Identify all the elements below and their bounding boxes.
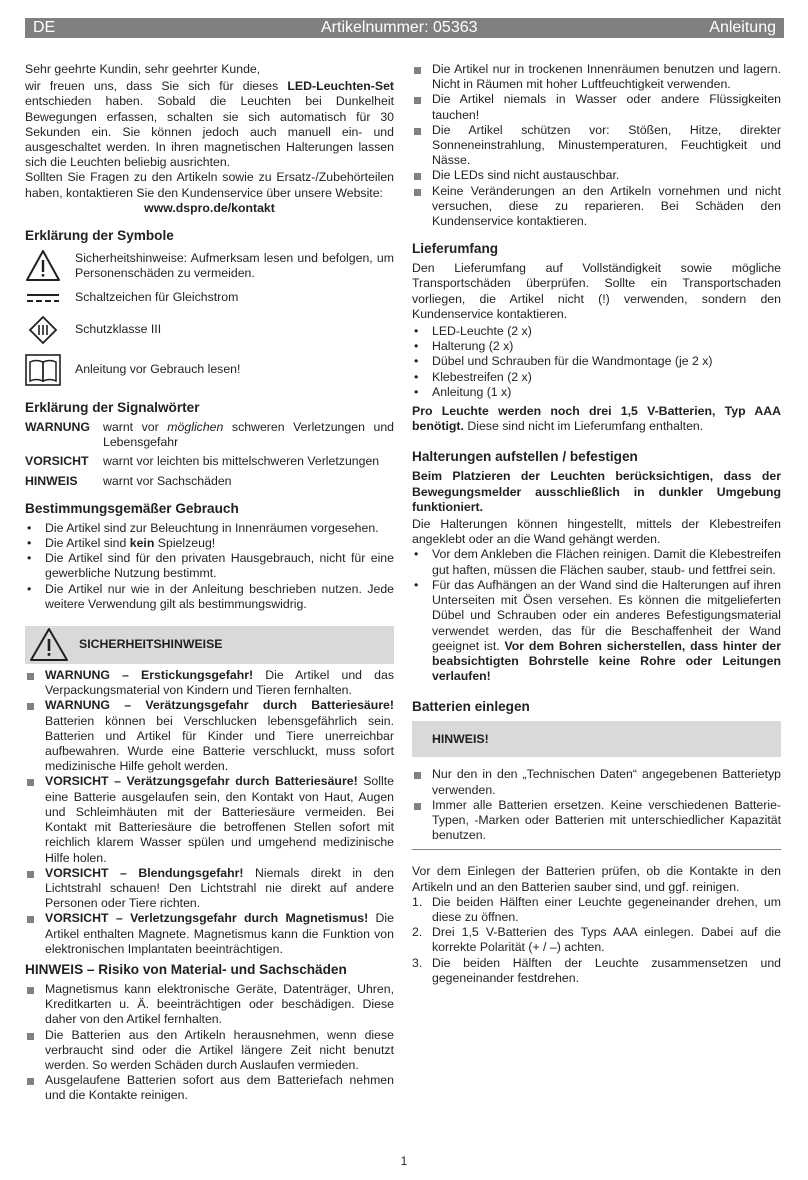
- list-item: Die Batterien aus den Artikeln herausnehmen, wenn diese verbraucht sind oder die Artikel längere Zeit nicht benutzt werden. So werden Schäden durch Auslaufen vermieden.: [25, 1028, 394, 1074]
- list-item: VORSICHT – Verletzungsgefahr durch Magnetismus! Die Artikel enthalten Magnete. Magnetismus kann die Funktion von elektronischen Implantaten beeinträchtigen.: [25, 911, 394, 957]
- safety-banner: [25, 626, 394, 664]
- symbol-text: Schaltzeichen für Gleichstrom: [75, 290, 239, 305]
- mount-paragraph: Die Halterungen können hingestellt, mittels der Klebestreifen angeklebt oder an die Wand gehängt werden.: [412, 517, 781, 547]
- contact-paragraph: Sollten Sie Fragen zu den Artikeln sowie zu Ersatz-/Zubehörteilen haben, kontaktieren Sie den Kundenservice über unsere Website:: [25, 170, 394, 200]
- symbol-text: Schutzklasse III: [75, 322, 162, 337]
- signal-description: warnt vor Sachschäden: [103, 473, 232, 488]
- usage-heading: Bestimmungsgemäßer Gebrauch: [25, 500, 239, 516]
- symbol-row: [25, 248, 394, 284]
- hinweis-banner: HINWEIS!: [412, 721, 781, 757]
- list-item: • Die Artikel nur wie in der Anleitung beschrieben nutzen. Jede weitere Verwendung gilt als bestimmungswidrig.: [25, 582, 394, 612]
- list-item: Die Artikel niemals in Wasser oder andere Flüssigkeiten tauchen!: [412, 92, 781, 122]
- protection-class-3-icon: [25, 312, 61, 348]
- list-item: WARNUNG – Erstickungsgefahr! Die Artikel und das Verpackungsmaterial von Kindern und Tieren fernhalten.: [25, 668, 394, 698]
- delivery-paragraph: Den Lieferumfang auf Vollständigkeit sowie mögliche Transportschäden überprüfen. Sollte ein Transportschaden vorliegen, die Artikel nicht (!) verwenden, sondern den Kundenservice kontaktieren.: [412, 261, 781, 321]
- manual-book-icon: [25, 352, 61, 388]
- safety-list: [25, 668, 394, 957]
- battery-note: Pro Leuchte werden noch drei 1,5 V-Batterien, Typ AAA benötigt. Diese sind nicht im Lieferumfang enthalten.: [412, 404, 781, 434]
- signal-word: WARNUNG: [25, 420, 90, 435]
- list-item: Ausgelaufene Batterien sofort aus dem Batteriefach nehmen und die Kontakte reinigen.: [25, 1073, 394, 1103]
- warning-triangle-icon: [25, 248, 61, 284]
- symbol-row: [25, 352, 394, 388]
- signal-row: [25, 454, 394, 469]
- usage-list: [25, 521, 394, 612]
- symbol-text: Anleitung vor Gebrauch lesen!: [75, 362, 241, 377]
- list-item: 3. Die beiden Hälften der Leuchte zusammensetzen und gegeneinander festdrehen.: [412, 955, 781, 985]
- signal-word: HINWEIS: [25, 473, 78, 488]
- list-item: 1. Die beiden Hälften einer Leuchte gegeneinander drehen, um diese zu öffnen.: [412, 894, 781, 924]
- battery-hinweis-block: [412, 721, 781, 850]
- list-item: • Die Artikel sind für den privaten Hausgebrauch, nicht für eine gewerbliche Nutzung bestimmt.: [25, 551, 394, 581]
- signal-words-heading: Erklärung der Signalwörter: [25, 400, 200, 416]
- delivery-list: [412, 324, 781, 400]
- list-item: 2. Drei 1,5 V-Batterien des Typs AAA einlegen. Dabei auf die korrekte Polarität (+ / –) achten.: [412, 925, 781, 955]
- material-heading: HINWEIS – Risiko von Material- und Sachschäden: [25, 961, 347, 977]
- list-item: • Anleitung (1 x): [412, 385, 781, 400]
- page-number: 1: [400, 1154, 408, 1168]
- mount-bold-note: Beim Platzieren der Leuchten berücksichtigen, dass der Bewegungsmelder ausschließlich in dunkler Umgebung funktioniert.: [412, 469, 781, 514]
- list-item: • Dübel und Schrauben für die Wandmontage (je 2 x): [412, 354, 781, 369]
- list-item: Magnetismus kann elektronische Geräte, Datenträger, Uhren, Kreditkarten u. Ä. beeinträchtigen oder beschädigen. Diese daher von den Artikel fernhalten.: [25, 982, 394, 1028]
- signal-row: [25, 474, 394, 489]
- list-item: • Die Artikel sind kein Spielzeug!: [25, 536, 394, 551]
- article-number: Artikelnummer: 05363: [321, 19, 478, 36]
- direct-current-icon: [25, 288, 61, 308]
- symbols-heading: Erklärung der Symbole: [25, 228, 174, 244]
- list-item: Die Artikel schützen vor: Stößen, Hitze, direkter Sonneneinstrahlung, Minustemperaturen, Feuchtigkeit und Nässe.: [412, 123, 781, 169]
- battery-paragraph: Vor dem Einlegen der Batterien prüfen, ob die Kontakte in den Artikeln und an den Batterien sauber sind, und ggf. reinigen.: [412, 864, 781, 894]
- safety-title: SICHERHEITSHINWEISE: [79, 637, 223, 652]
- signal-description: warnt vor leichten bis mittelschweren Verletzungen: [103, 454, 380, 469]
- list-item: VORSICHT – Blendungsgefahr! Niemals direkt in den Lichtstrahl schauen! Den Lichtstrahl nie direkt auf andere Personen oder Tiere richten.: [25, 866, 394, 912]
- right-column: [412, 62, 781, 986]
- list-item: • Klebestreifen (2 x): [412, 370, 781, 385]
- language-code: DE: [33, 19, 56, 36]
- symbol-row: [25, 312, 394, 348]
- greeting: Sehr geehrte Kundin, sehr geehrter Kunde,: [25, 62, 261, 76]
- material-list: [25, 982, 394, 1104]
- list-item: • LED-Leuchte (2 x): [412, 324, 781, 339]
- list-item: Die LEDs sind nicht austauschbar.: [412, 168, 781, 183]
- list-item: WARNUNG – Verätzungsgefahr durch Batteriesäure! Batterien können bei Verschlucken lebensgefährlich sein. Batterien und Artikel für Kinder und Tiere unerreichbar aufbewahren. Wurde eine Batterie verschluckt, muss sofort medizinische Hilfe geholt werden.: [25, 698, 394, 774]
- symbol-row: [25, 288, 394, 308]
- mount-heading: Halterungen aufstellen / befestigen: [412, 449, 638, 465]
- battery-heading: Batterien einlegen: [412, 699, 530, 715]
- page-header: [25, 18, 784, 38]
- symbol-text: Sicherheitshinweise: Aufmerksam lesen und befolgen, um Personenschäden zu vermeiden.: [75, 250, 394, 281]
- list-item: Die Artikel nur in trockenen Innenräumen benutzen und lagern. Nicht in Räumen mit hoher Luftfeuchtigkeit verwenden.: [412, 62, 781, 92]
- material-list-continued: [412, 62, 781, 229]
- signal-word: VORSICHT: [25, 454, 89, 469]
- delivery-heading: Lieferumfang: [412, 241, 499, 257]
- mount-list: [412, 547, 781, 684]
- signal-row: [25, 420, 394, 450]
- left-column: [25, 62, 394, 1104]
- signal-description: warnt vor möglichen schweren Verletzungen und Lebensgefahr: [103, 420, 394, 450]
- list-item: • Halterung (2 x): [412, 339, 781, 354]
- contact-url[interactable]: www.dspro.de/kontakt: [144, 200, 275, 215]
- warning-triangle-icon: [29, 627, 69, 663]
- intro-paragraph: wir freuen uns, dass Sie sich für dieses LED-Leuchten-Set entschieden haben. Sobald die Leuchten bei Dunkelheit Bewegungen erfassen, schalten sie sich automatisch für 30 Sekunden ein. Sie können jedoch auch manuell ein- und ausgeschaltet werden. In ihren magnetischen Halterungen lassen sich die Leuchten beliebig ausrichten.: [25, 79, 394, 170]
- list-item: VORSICHT – Verätzungsgefahr durch Batteriesäure! Sollte eine Batterie ausgelaufen sein, den Kontakt von Haut, Augen und Schleimhäuten mit der Batteriesäure vermeiden. Bei Kontakt mit Batteriesäure die betroffenen Stellen sofort mit reichlich klarem Wasser spülen und umgehend medizinische Hilfe holen.: [25, 774, 394, 865]
- list-item: Immer alle Batterien ersetzen. Keine verschiedenen Batterie-Typen, -Marken oder Batterien mit unterschiedlicher Kapazität benutzen.: [412, 798, 781, 844]
- list-item: • Für das Aufhängen an der Wand sind die Halterungen auf ihren Unterseiten mit Ösen versehen. Es können die mitgelieferten Dübel und Schrauben oder ein anderes Befestigungsmaterial verwendet werden, das für die Beschaffenheit der Wand geeignet ist. Vor dem Bohren sicherstellen, dass hinter der beabsichtigten Bohrstelle keine Rohre oder Leitungen verlaufen!: [412, 578, 781, 684]
- hinweis-list: [412, 767, 781, 843]
- document-type: Anleitung: [709, 19, 776, 36]
- battery-steps: [412, 895, 781, 986]
- list-item: • Die Artikel sind zur Beleuchtung in Innenräumen vorgesehen.: [25, 521, 394, 536]
- list-item: Keine Veränderungen an den Artikeln vornehmen und nicht versuchen, diese zu reparieren. Bei Schäden den Kundenservice kontaktieren.: [412, 184, 781, 230]
- list-item: • Vor dem Ankleben die Flächen reinigen. Damit die Klebestreifen gut haften, müssen die Flächen sauber, staub- und fettfrei sein.: [412, 547, 781, 577]
- list-item: Nur den in den „Technischen Daten“ angegebenen Batterietyp verwenden.: [412, 767, 781, 797]
